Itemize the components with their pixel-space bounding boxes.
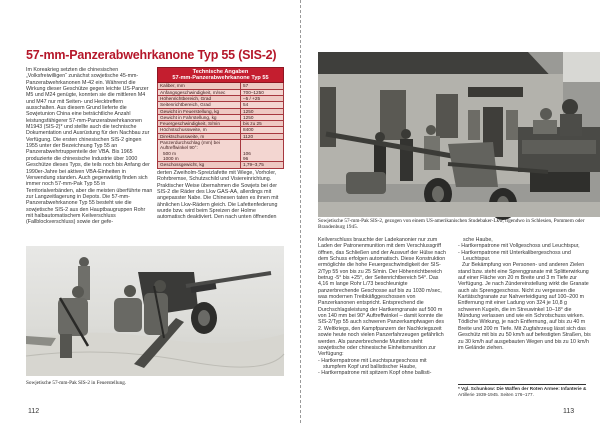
- spec-value: 1120: [241, 133, 284, 139]
- penetration-value-500: 106: [243, 150, 251, 156]
- photo-caption: Sowjetische 57-mm-Pak SIS-2 in Feuerstellung.: [26, 380, 127, 386]
- table-row-penetration: [158, 140, 284, 162]
- photo-gun-crew-firing-position: [26, 246, 284, 376]
- ammo-bullet-item: - Hartkernpatrone mit spitzem Kopf ohne ballisti-: [318, 370, 432, 377]
- spec-label: Höhenrichtbereich, Grad: [158, 96, 241, 102]
- body-text-column-2: derten Zweiholm-Spreizlafette mit Wiege, Vorholer, Rohrbremse, Schutzschild und Visiereinrichtung. Praktischer Weise übernahmen die Sowjets bei der SIS-2 die Räder des Lkw GAS-AA, allerdings mit angepasster Nabe. Die Chinesen taten es ihnen mit ähnlichen Lkw-Rädern gleich. Die Lafettenfederung wurde bzw. wird beim Spreizen der Holme automatisch deaktiviert. Den nach unten öffnenden: [157, 170, 279, 221]
- ammo-bullet-text: Hartkernpatrone mit Unterkalibergeschoss und Leuchtspur.: [461, 249, 571, 263]
- spec-label: Gewicht in Feuerstellung, kg: [158, 108, 241, 114]
- page-spine-divider: [300, 0, 301, 423]
- spec-label: Kaliber, mm: [158, 83, 241, 89]
- body-text-column-3: [318, 237, 448, 377]
- bullet-continuation: sche Haube,: [463, 237, 493, 243]
- penetration-label-line1: Panzerdurchschlag (mm) bei: [160, 140, 220, 146]
- photo-gun-towed-by-truck: [318, 52, 600, 217]
- ammo-bullet-text: Hartkernpatrone mit Leuchtspurgeschoss mit stumpfem Kopf und ballistischer Haube,: [321, 357, 427, 370]
- spec-value: 1250: [241, 108, 284, 114]
- spec-label: Gewicht in Fahrstellung, kg: [158, 114, 241, 120]
- spec-value: 1,79–3,75: [241, 162, 284, 168]
- photo-illustration: [318, 52, 600, 217]
- footnote-divider: [458, 384, 586, 385]
- penetration-values: [241, 140, 284, 162]
- spec-label: Direktschussweite, m: [158, 133, 241, 139]
- chapter-title: 57-mm-Panzerabwehrkanone Typ 55 (SIS-2): [26, 48, 277, 62]
- body-text-column-4: [458, 237, 591, 351]
- penetration-label: [158, 140, 241, 162]
- penetration-range-1000: 1000 m: [163, 155, 179, 161]
- penetration-label-line2: Auftreffwinkel 90°:: [160, 145, 198, 151]
- penetration-value-1000: 96: [243, 155, 249, 161]
- footnote: [458, 386, 591, 397]
- spec-label: Anfangsgeschwindigkeit, m/sec: [158, 89, 241, 95]
- spec-value: –5 / +25: [241, 96, 284, 102]
- body-paragraph: Zur Bekämpfung von Personen- und anderen Zielen stand bzw. steht eine Sprenggranate mit Splitterwirkung auf einer Fläche von 20 m Breite und 3 m Tiefe zur Verfügung. Je nach Zündereinstellung wirkt die Granate auch als Sprenggeschoss. Nicht zu vergessen die Kartätschgranate zur Nahverteidigung auf 100–200 m Entfernung mit einer Ladung von 324 je 10,8 g schweren Kugeln, die im Streuwinkel 10–18° die Mündung verlassen und wie ein Schrotschuss wirken. Tödliche Wirkung, je nach Entfernung, auf bis zu 40 m Breite und 200 m Tiefe. Mit Zugfahrzeug lässt sich das Geschütz mit bis zu 50 km/h auf befestigten Straßen, bis zu 30 km/h auf ausgebauten Wegen und bis zu 10 km/h im Gelände ziehen.: [458, 262, 591, 351]
- photo-illustration: [26, 246, 284, 376]
- spec-value: 54: [241, 102, 284, 108]
- footnote-reference-rest: Artillerie 1939-1945. Seiten 176–177.: [458, 391, 534, 397]
- ammo-bullet-item: - Hartkernpatrone mit Vollgeschoss und Leuchtspur,: [458, 243, 580, 250]
- table-header-line1: Technische Angaben: [192, 69, 249, 75]
- technical-specs-table: [157, 67, 284, 169]
- table-header: [158, 68, 284, 83]
- spec-value: 8400: [241, 127, 284, 133]
- photo-caption: Sowjetische 57-mm-Pak SIS-2, gezogen von einem US-amerikanischen Studebaker-Lkw, irgendwo in Schlesien, Pommern oder Brandenburg 1945.: [318, 218, 585, 231]
- spec-value: 700–1250: [241, 89, 284, 95]
- spec-label: Feuergeschwindigkeit, S/min: [158, 121, 241, 127]
- body-text-column-1: Im Koreakrieg setzten die chinesischen „Volksfreiwilligen“ zunächst sowjetische 45-mm-Panzerabwehrkanonen M-42 ein. Während die Wirkung dieser Geschütze gegen leichte US-Panzer M5 und M24 genügte, konnten sie die mittleren M4 und M47 nur mit Seiten- und Hecktreffern ausschalten. Aus diesem Grund lieferte die Sowjetunion China eine beträchtliche Anzahl leistungsfähigerer 57-mm-Panzerabwehrkanonen M1943 (SIS-2)* und stellte auch die technische Dokumentation und Ausrüstung für den Nachbau zur Verfügung. Die ersten chinesischen SIS-2 gingen 1955 unter der Bezeichnung Typ 55 an Panzerabwehrtruppenteile der VBA. Bis 1965 produzierte die chinesische Industrie über 1000 Geschütze dieses Typs, die teils noch bis Anfang der 1990er-Jahre bei aktiven VBA-Einheiten in Verwendung standen. Auch gegenwärtig finden sich immer noch 57-mm-Pak Typ 55 in Territorialverbänden, aber die meisten überführte man zur Langzeitlagerung in Depots. Die 57-mm-Panzerabwehrkanone Typ 55 besteht wie die sowjetische SIS-2 aus den Hauptbaugruppen Rohr mit halbautomatischem Keilverschluss (Fallblockverschluss) sowie der gefe-: [26, 67, 153, 226]
- spec-label: Höchstschussweite, m: [158, 127, 241, 133]
- spec-value: 57: [241, 83, 284, 89]
- penetration-range-500: 500 m: [163, 150, 177, 156]
- table-header-line2: 57-mm-Panzerabwehrkanone Typ 55: [172, 75, 269, 82]
- spec-label: Seitenrichtbereich, Grad: [158, 102, 241, 108]
- ammo-bullet-text: Hartkernpatrone mit Vollgeschoss und Leuchtspur,: [461, 243, 580, 250]
- page-number: 112: [28, 408, 40, 415]
- ammo-bullet-item: - Hartkernpatrone mit Leuchtspurgeschoss mit stumpfem Kopf und ballistischer Haube,: [318, 357, 427, 370]
- table-row: [158, 162, 284, 168]
- footnote-reference: * Vgl. Schunkow: Die Waffen der Roten Armee: Infanterie &: [458, 386, 587, 391]
- spec-value: bis zu 25: [241, 121, 284, 127]
- spec-value: 1250: [241, 114, 284, 120]
- page-number: 113: [563, 408, 575, 415]
- body-paragraph: Keilverschluss brauchte der Ladekanonier nur zum Laden der Patronenmunition mit dem Verschlussgriff öffnen, das Schließen und der Auswurf der Hülse nach dem Schuss erfolgen automatisch. Diese Konstruktion ermöglichte die hohe Feuergeschwindigkeit der SIS-2/Typ 55 von bis zu 25 S/min. Der Höhenrichtbereich betrug -5° bis +25°, der Seitenrichtbereich 54°. Das 4,16 m lange Rohr L/73 beschleunigte panzerbrechende Geschosse auf bis zu 1030 m/sec, was modernen Treibkäfiggeschossen von Panzerkanonen entspricht. Entsprechend die Durchschlagsleistung der Hartkerngranate auf 500 m von 140 mm bei 90° Auftreffwinkel – damit konnte die SIS-2/Typ 55 auch schweren Panzerkampfwagen des 2. Weltkriegs, den Kampfpanzern der Nachkriegszeit sowie heute noch vielen Panzerfahrzeugen gefährlich werden. Als panzerbrechende Munition steht sowjetische oder chinesische Einheitsmunition zur Verfügung:: [318, 237, 446, 358]
- ammo-bullet-text: Hartkernpatrone mit spitzem Kopf ohne ballisti-: [321, 370, 432, 377]
- spec-label: Geschossgewicht, kg: [158, 162, 241, 168]
- ammo-bullet-item: - Hartkernpatrone mit Unterkalibergeschoss und Leuchtspur.: [458, 249, 571, 263]
